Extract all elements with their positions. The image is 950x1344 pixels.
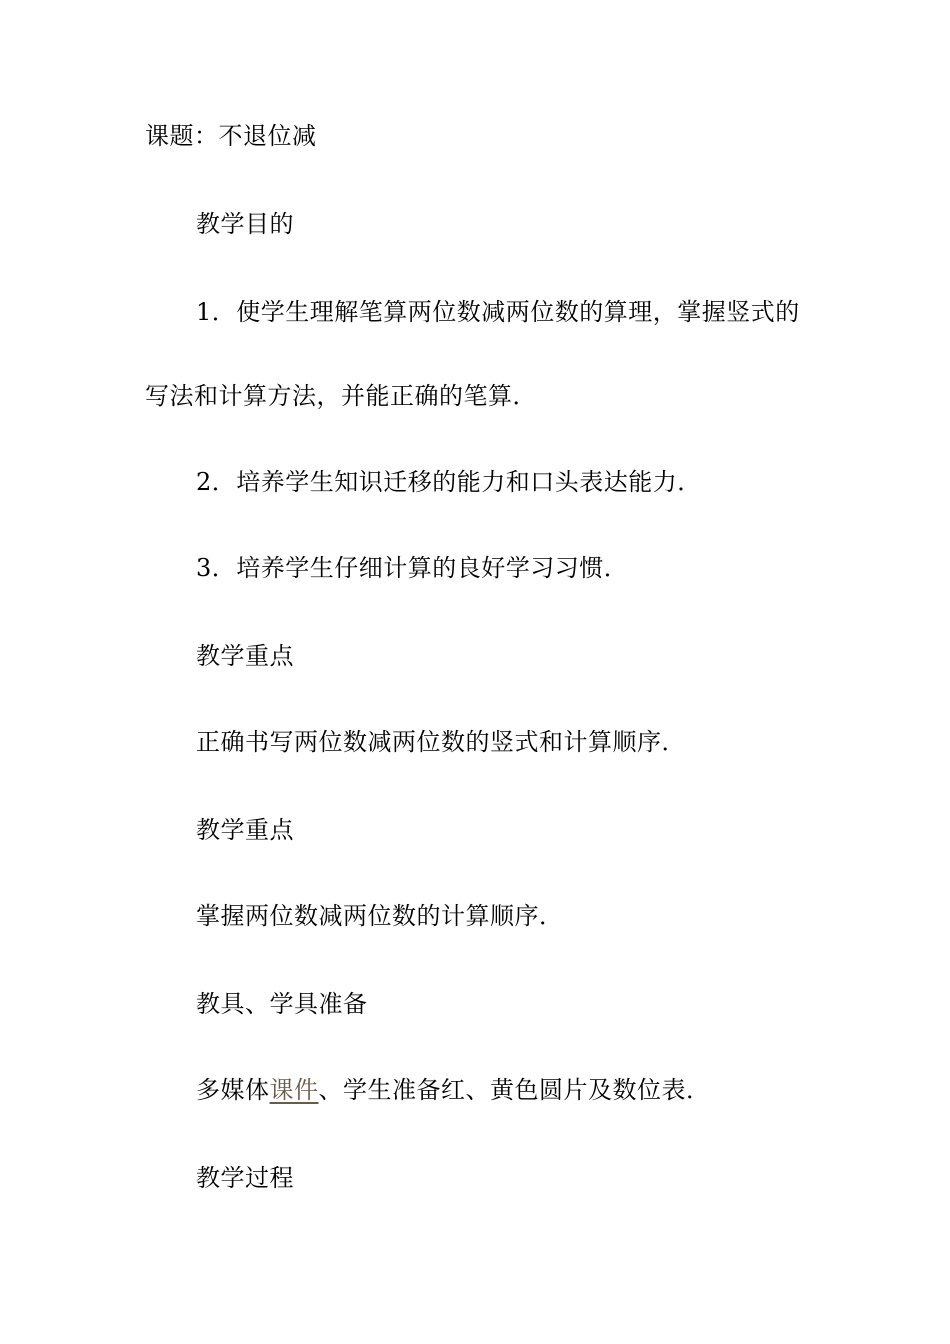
heading-teaching-goals: 教学目的 [196, 210, 294, 238]
tools-prefix: 多媒体 [196, 1076, 270, 1104]
goal-2: 2．培养学生知识迁移的能力和口头表达能力． [196, 468, 702, 496]
tools-suffix: 、学生准备红、黄色圆片及数位表． [318, 1076, 711, 1104]
heading-difficulty: 教学重点 [196, 816, 294, 844]
lesson-title: 课题：不退位减 [145, 122, 317, 150]
heading-tools: 教具、学具准备 [196, 990, 368, 1018]
heading-key-points: 教学重点 [196, 642, 294, 670]
goal-3: 3．培养学生仔细计算的良好学习习惯． [196, 554, 629, 582]
courseware-link[interactable]: 课件 [269, 1076, 319, 1104]
tools-text [196, 1074, 711, 1106]
key-points-text: 正确书写两位数减两位数的竖式和计算顺序． [196, 728, 686, 756]
heading-teaching-process: 教学过程 [196, 1164, 294, 1192]
goal-1-line-2: 写法和计算方法，并能正确的笔算． [145, 382, 537, 410]
goal-1-line-1: 1．使学生理解笔算两位数减两位数的算理，掌握竖式的 [196, 298, 800, 326]
difficulty-text: 掌握两位数减两位数的计算顺序． [196, 902, 564, 930]
